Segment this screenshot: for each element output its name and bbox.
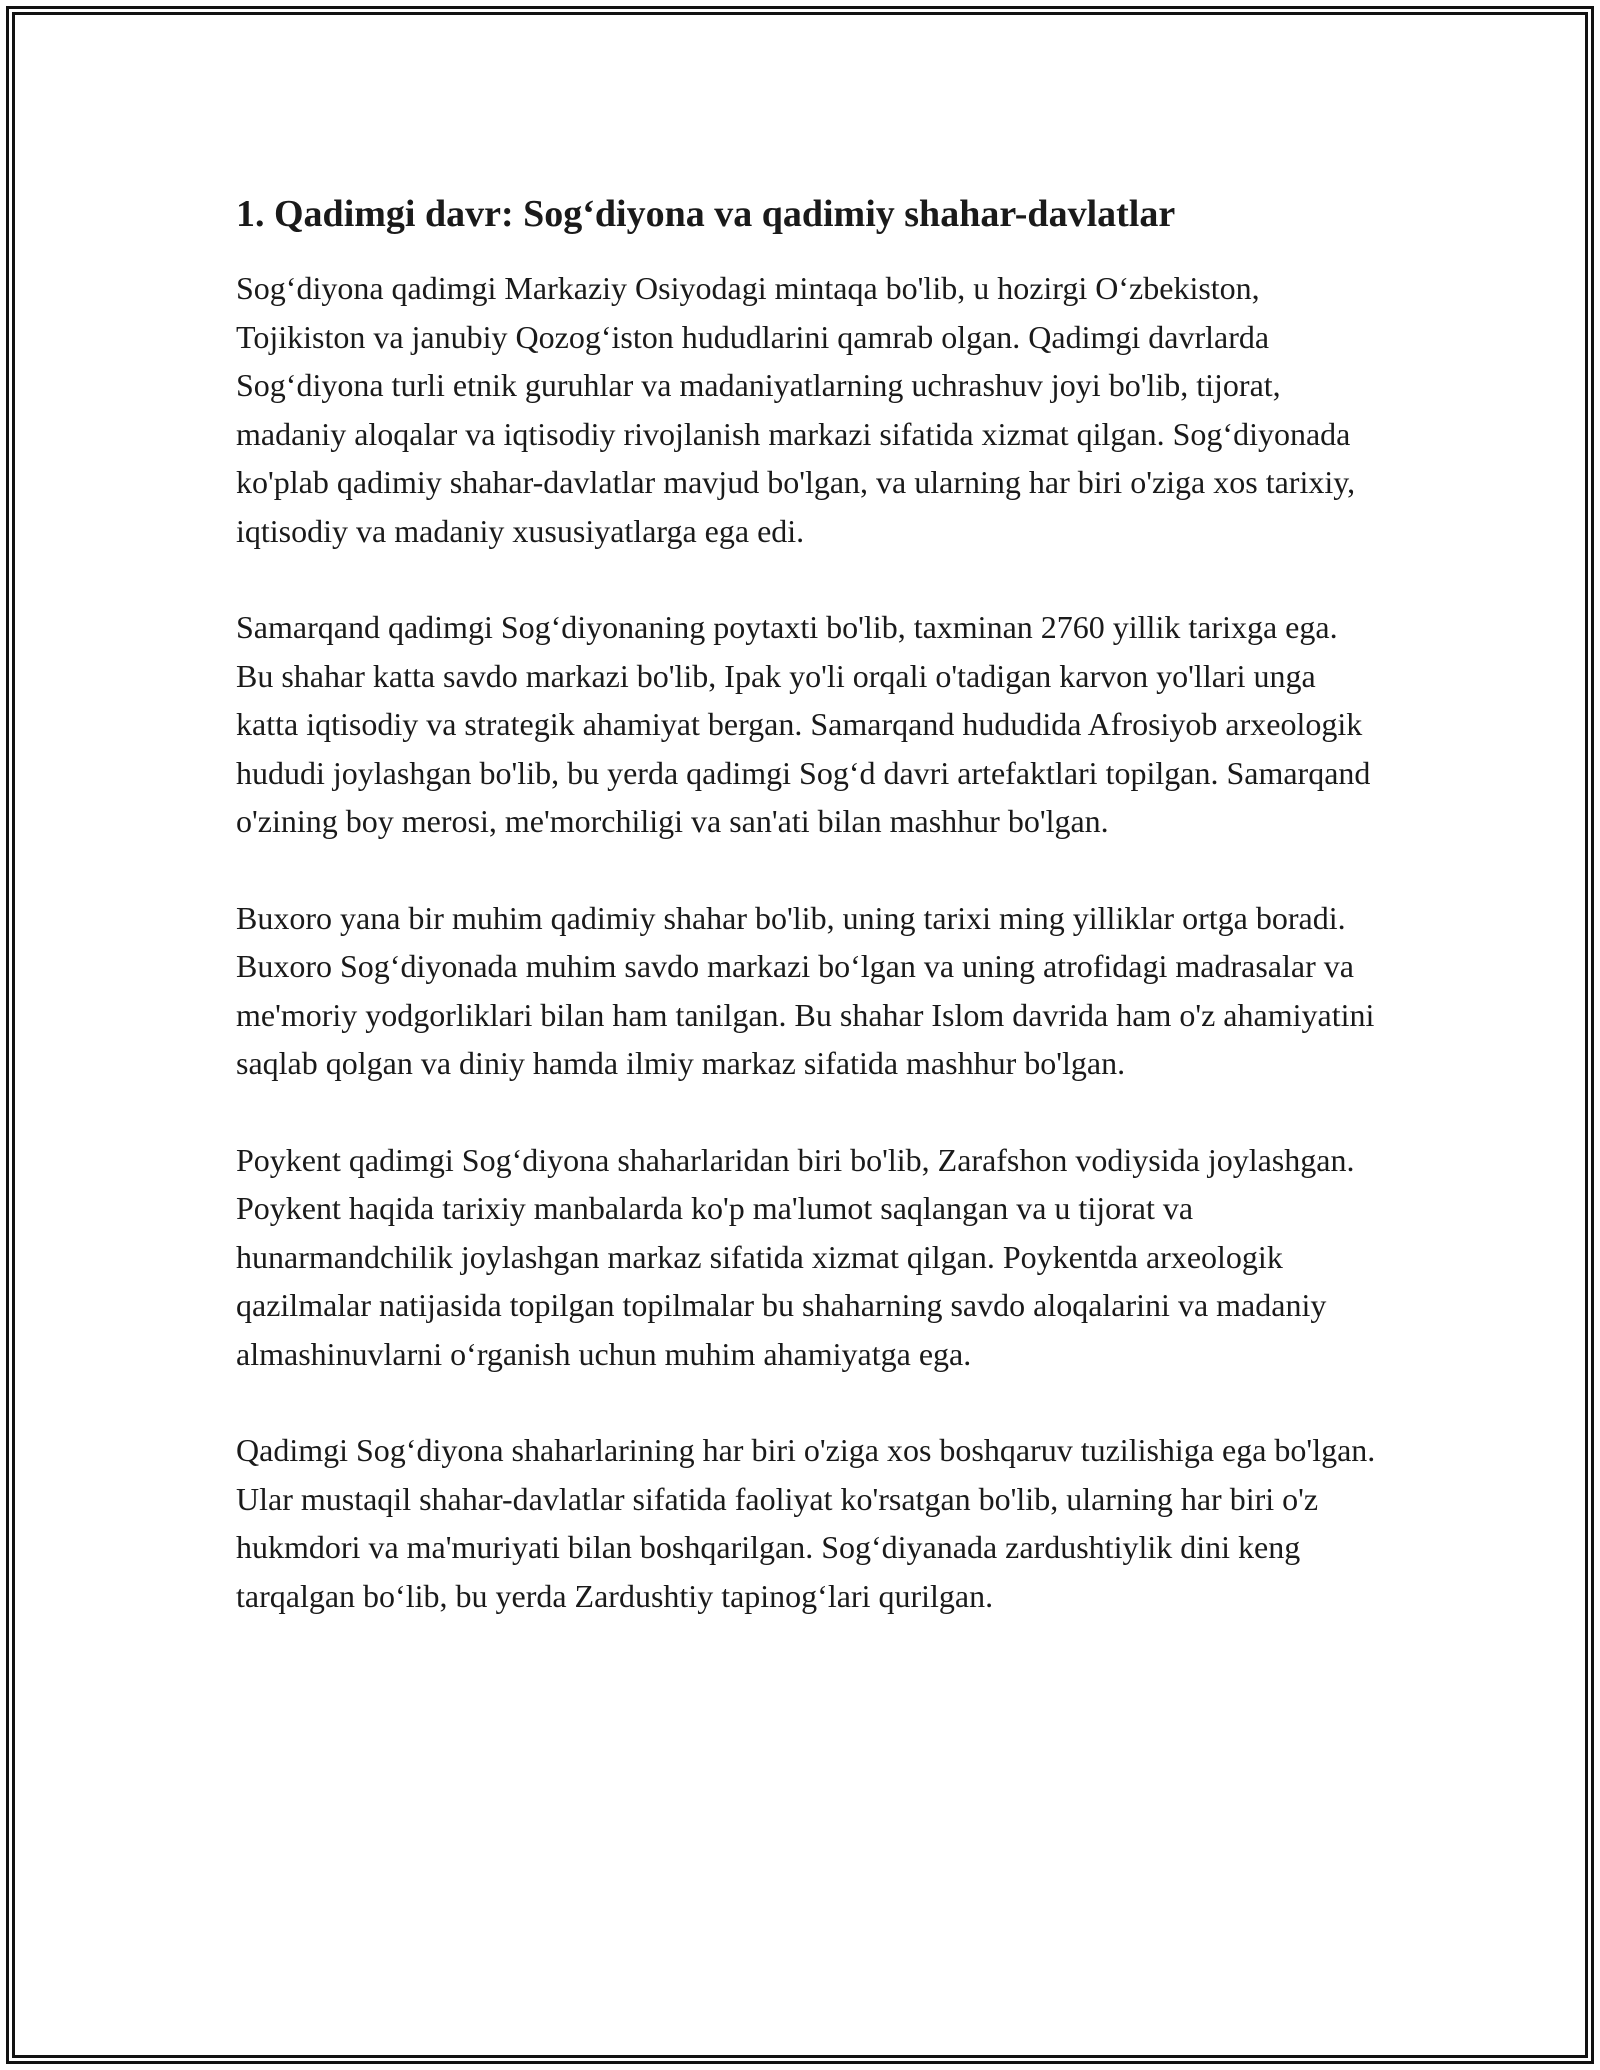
paragraph-buxoro: Buxoro yana bir muhim qadimiy shahar bo'lib, uning tarixi ming yilliklar ortga boradi. Buxoro Sog‘diyonada muhim savdo markazi bo‘lgan va uning atrofidagi madrasalar va me'moriy yodgorliklari bilan ham tanilgan. Bu shahar Islom davrida ham o'z ahamiyatini saqlab qolgan va diniy hamda ilmiy markaz sifatida mashhur bo'lgan. (236, 899, 1375, 1081)
paragraph-governance: Qadimgi Sog‘diyona shaharlarining har biri o'ziga xos boshqaruv tuzilishiga ega bo'lgan. Ular mustaqil shahar-davlatlar sifatida faoliyat ko'rsatgan bo'lib, ularning har biri o'z hukmdori va ma'muriyati bilan boshqarilgan. Sog‘diyanada zardushtiylik dini keng tarqalgan bo‘lib, bu yerda Zardushtiy tapinog‘lari qurilgan. (236, 1432, 1376, 1614)
section-heading: 1. Qadimgi davr: Sog‘diyona va qadimiy shahar-davlatlar (236, 193, 1176, 235)
paragraph-samarqand: Samarqand qadimgi Sog‘diyonaning poytaxti bo'lib, taxminan 2760 yillik tarixga ega. Bu shahar katta savdo markazi bo'lib, Ipak yo'li orqali o'tadigan karvon yo'llari unga katta iqtisodiy va strategik ahamiyat bergan. Samarqand hududida Afrosiyob arxeologik hududi joylashgan bo'lib, bu yerda qadimgi Sog‘d davri artefaktlari topilgan. Samarqand o'zining boy merosi, me'morchiligi va san'ati bilan mashhur bo'lgan. (236, 609, 1371, 839)
document-body (236, 186, 1376, 1620)
paragraph-sogdiana-intro: Sog‘diyona qadimgi Markaziy Osiyodagi mintaqa bo'lib, u hozirgi O‘zbekiston, Tojikiston va janubiy Qozog‘iston hududlarini qamrab olgan. Qadimgi davrlarda Sog‘diyona turli etnik guruhlar va madaniyatlarning uchrashuv joyi bo'lib, tijorat, madaniy aloqalar va iqtisodiy rivojlanish markazi sifatida xizmat qilgan. Sog‘diyonada ko'plab qadimiy shahar-davlatlar mavjud bo'lgan, va ularning har biri o'ziga xos tarixiy, iqtisodiy va madaniy xususiyatlarga ega edi. (236, 270, 1356, 549)
paragraph-poykent: Poykent qadimgi Sog‘diyona shaharlaridan biri bo'lib, Zarafshon vodiysida joylashgan. Poykent haqida tarixiy manbalarda ko'p ma'lumot saqlangan va u tijorat va hunarmandchilik joylashgan markaz sifatida xizmat qilgan. Poykentda arxeologik qazilmalar natijasida topilgan topilmalar bu shaharning savdo aloqalarini va madaniy almashinuvlarni o‘rganish uchun muhim ahamiyatga ega. (236, 1141, 1355, 1372)
